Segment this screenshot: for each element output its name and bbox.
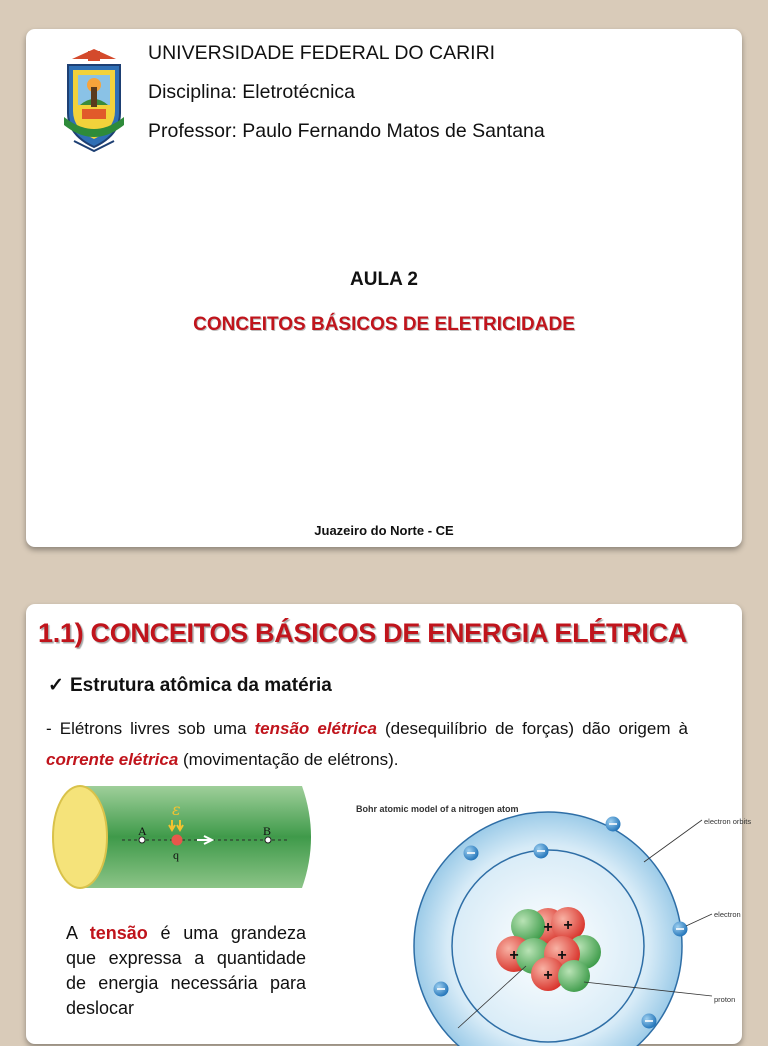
point-a-label: A — [138, 824, 147, 838]
section-title: 1.1) CONCEITOS BÁSICOS DE ENERGIA ELÉTRICA — [38, 618, 687, 648]
bullet-text: Estrutura atômica da matéria — [70, 675, 332, 696]
content-slide — [26, 604, 752, 1044]
para-text: (desequilíbrio de forças) dão origem à — [376, 719, 688, 738]
lesson-label: AULA 2 — [350, 269, 418, 290]
svg-text:+: + — [557, 947, 567, 964]
slide-title: CONCEITOS BÁSICOS DE ELETRICIDADE — [193, 314, 575, 335]
orbits-label: electron orbits — [704, 817, 752, 826]
highlight-current: corrente elétrica — [46, 750, 179, 769]
atom-caption: Bohr atomic model of a nitrogen atom — [356, 804, 519, 814]
charge-label: q — [173, 848, 179, 862]
tension-text: é uma grandeza que expressa a quantidade de energia necessária para deslocar — [66, 923, 306, 1018]
point-b-label: B — [263, 824, 272, 838]
title-slide — [26, 29, 742, 547]
proton-label: proton — [714, 995, 736, 1004]
svg-text:+: + — [543, 967, 553, 984]
university-name: UNIVERSIDADE FEDERAL DO CARIRI — [148, 42, 496, 64]
highlight-tension: tensão elétrica — [254, 719, 377, 738]
bullet-item — [48, 674, 332, 697]
professor-label: Professor: Paulo Fernando Matos de Santana — [148, 120, 545, 142]
checkmark-icon: ✓ — [48, 675, 64, 696]
para-text: (movimentação de elétrons). — [178, 750, 399, 769]
location-label: Juazeiro do Norte - CE — [314, 523, 454, 538]
tension-definition — [66, 921, 306, 1021]
svg-text:+: + — [509, 947, 519, 964]
svg-text:+: + — [563, 917, 573, 934]
paragraph — [46, 713, 688, 775]
para-text: - Elétrons livres sob uma — [46, 719, 255, 738]
emf-label: ε — [172, 800, 181, 819]
university-crest-icon — [58, 43, 130, 153]
electron-label: electron — [714, 910, 741, 919]
bohr-atom-illustration — [326, 796, 752, 1046]
conductor-wire-illustration — [52, 784, 320, 890]
tension-text: A — [66, 923, 78, 943]
discipline-label: Disciplina: Eletrotécnica — [148, 81, 356, 103]
svg-text:+: + — [543, 919, 553, 936]
highlight-tension-word: tensão — [89, 923, 148, 943]
